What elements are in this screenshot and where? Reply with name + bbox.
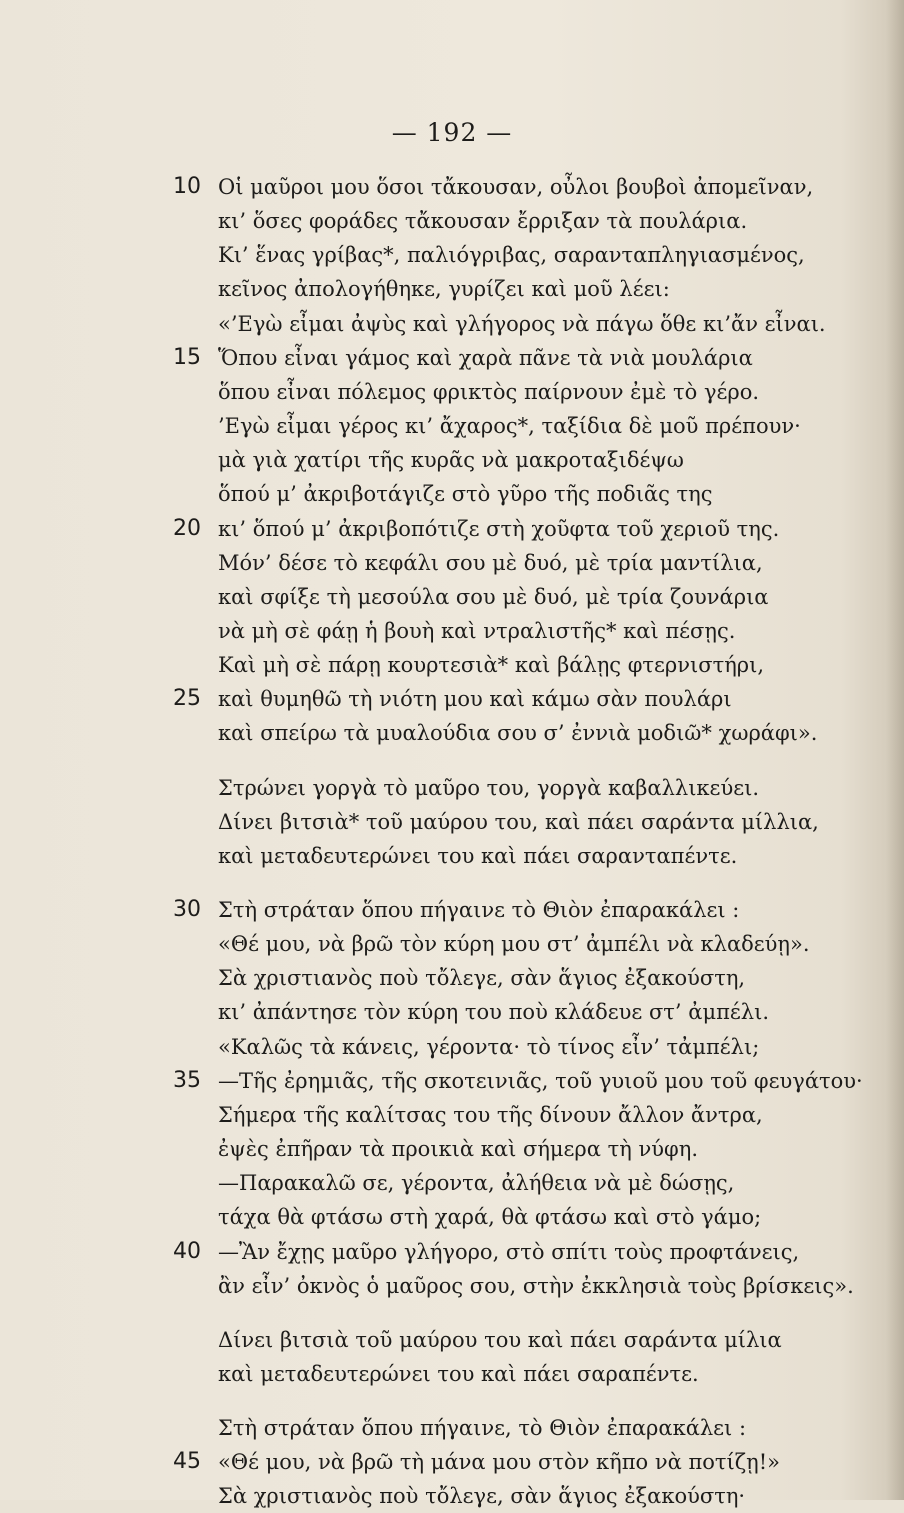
poem-line	[0, 409, 904, 443]
line-text: —Ἂν ἔχῃς μαῦρο γλήγορο, στὸ σπίτι τοὺς προφτάνεις,	[218, 1239, 800, 1264]
line-number: 15	[173, 344, 201, 370]
line-text: ἂν εἶν’ ὀκνὸς ὁ μαῦρος σου, στὴν ἐκκλησιὰ τοὺς βρίσκεις».	[218, 1273, 854, 1298]
poem-line	[0, 204, 904, 238]
poem-line	[0, 1479, 904, 1513]
poem-line	[0, 995, 904, 1029]
line-text: «Καλῶς τὰ κάνεις, γέροντα· τὸ τίνος εἶν’ τἀμπέλι;	[218, 1034, 760, 1059]
poem-line	[0, 477, 904, 511]
line-text: καὶ σπείρω τὰ μυαλούδια σου σ’ ἐννιὰ μοδιῶ* χωράφι».	[218, 721, 818, 746]
line-text: ἐψὲς ἐπῆραν τὰ προικιὰ καὶ σήμερα τὴ νύφη.	[218, 1137, 699, 1162]
line-text: ὅπου εἶναι πόλεμος φρικτὸς παίρνουν ἐμὲ τὸ γέρο.	[218, 379, 760, 404]
line-text: Κι’ ἕνας γρίβας*, παλιόγριβας, σαρανταπληγιασμένος,	[218, 243, 805, 268]
line-text: κι’ ἀπάντησε τὸν κύρη του ποὺ κλάδευε στ’ ἀμπέλι.	[218, 1000, 770, 1025]
line-text: κεῖνος ἀπολογήθηκε, γυρίζει καὶ μοῦ λέει:	[218, 277, 670, 302]
line-text: Στρώνει γοργὰ τὸ μαῦρο του, γοργὰ καβαλλικεύει.	[218, 775, 759, 800]
poem-line	[0, 1132, 904, 1166]
line-text: «Θέ μου, νὰ βρῶ τὸν κύρη μου στ’ ἀμπέλι νὰ κλαδεύῃ».	[218, 932, 810, 957]
poem-line	[0, 341, 904, 375]
line-text: νὰ μὴ σὲ φάῃ ἡ βουὴ καὶ ντραλιστῆς* καὶ πέσῃς.	[218, 618, 736, 643]
poem-line	[0, 1064, 904, 1098]
line-text: Οἱ μαῦροι μου ὅσοι τἄκουσαν, οὖλοι βουβοὶ ἀπομεῖναν,	[218, 175, 814, 199]
line-text: Δίνει βιτσιὰ* τοῦ μαύρου του, καὶ πάει σαράντα μίλλια,	[218, 809, 819, 834]
poem-line	[0, 1166, 904, 1200]
line-text: Σήμερα τῆς καλίτσας του τῆς δίνουν ἄλλον ἄντρα,	[218, 1102, 763, 1127]
line-text: καὶ θυμηθῶ τὴ νιότη μου καὶ κάμω σὰν πουλάρι	[218, 687, 732, 712]
poem-line	[0, 771, 904, 805]
poem-line	[0, 1411, 904, 1445]
poem-line	[0, 927, 904, 961]
poem-line	[0, 614, 904, 648]
line-text: κι’ ὅσες φοράδες τἄκουσαν ἔρριξαν τὰ πουλάρια.	[218, 209, 748, 234]
line-text: μὰ γιὰ χατίρι τῆς κυρᾶς νὰ μακροταξιδέψω	[218, 448, 684, 473]
poem-line	[0, 1098, 904, 1132]
line-number: 45	[173, 1449, 201, 1475]
poem-line	[0, 1323, 904, 1357]
line-text: «’Εγὼ εἶμαι ἀψὺς καὶ γλήγορος νὰ πάγω ὅθε κι’ἄν εἶναι.	[218, 311, 826, 336]
poem-line	[0, 238, 904, 272]
poem-line	[0, 307, 904, 341]
line-number: 20	[173, 515, 201, 541]
poem-line	[0, 272, 904, 306]
line-text: καὶ μεταδευτερώνει του καὶ πάει σαρανταπέντε.	[218, 843, 738, 868]
poem-line	[0, 1357, 904, 1391]
line-text: Σὰ χριστιανὸς ποὺ τὄλεγε, σὰν ἅγιος ἐξακούστη,	[218, 966, 746, 991]
line-number: 30	[173, 897, 201, 922]
poem-line	[0, 1030, 904, 1064]
line-text: Μόν’ δέσε τὸ κεφάλι σου μὲ δυό, μὲ τρία μαντίλια,	[218, 550, 763, 575]
line-text: Δίνει βιτσιὰ τοῦ μαύρου του καὶ πάει σαράντα μίλια	[218, 1327, 782, 1352]
poem-line	[0, 580, 904, 614]
poem-line	[0, 375, 904, 409]
line-text: «Θέ μου, νὰ βρῶ τὴ μάνα μου στὸν κῆπο νὰ ποτίζῃ!»	[218, 1450, 781, 1475]
poem-line	[0, 512, 904, 546]
line-text: καὶ σφίξε τὴ μεσούλα σου μὲ δυό, μὲ τρία ζουνάρια	[218, 584, 769, 609]
line-number: 40	[173, 1238, 201, 1264]
line-number: 25	[173, 686, 201, 712]
line-text: —Τῆς ἐρημιᾶς, τῆς σκοτεινιᾶς, τοῦ γυιοῦ μου τοῦ φευγάτου·	[218, 1068, 863, 1093]
poem-line	[0, 893, 904, 927]
line-text: Στὴ στράταν ὅπου πήγαινε τὸ Θιὸν ἐπαρακάλει :	[218, 898, 740, 922]
line-text: Σὰ χριστιανὸς ποὺ τὄλεγε, σὰν ἅγιος ἐξακούστη·	[218, 1484, 746, 1509]
poem-line	[0, 716, 904, 750]
line-text: Ὅπου εἶναι γάμος καὶ χαρὰ πᾶνε τὰ νιὰ μουλάρια	[218, 345, 753, 370]
poem-line	[0, 839, 904, 873]
line-number: 35	[173, 1067, 201, 1093]
line-text: —Παρακαλῶ σε, γέροντα, ἀλήθεια νὰ μὲ δώσῃς,	[218, 1171, 735, 1196]
poem-line	[0, 1269, 904, 1303]
line-text: Στὴ στράταν ὅπου πήγαινε, τὸ Θιὸν ἐπαρακάλει :	[218, 1416, 747, 1441]
poem-line	[0, 961, 904, 995]
poem-line	[0, 170, 904, 204]
poem-line	[0, 443, 904, 477]
poem-line	[0, 648, 904, 682]
poem-line	[0, 805, 904, 839]
poem-line	[0, 546, 904, 580]
line-text: Καὶ μὴ σὲ πάρῃ κουρτεσιὰ* καὶ βάλῃς φτερνιστήρι,	[218, 653, 765, 678]
line-text: τάχα θὰ φτάσω στὴ χαρά, θὰ φτάσω καὶ στὸ γάμο;	[218, 1205, 762, 1230]
line-text: κι’ ὅπού μ’ ἀκριβοπότιζε στὴ χοῦφτα τοῦ χεριοῦ της.	[218, 516, 780, 541]
poem-line	[0, 1445, 904, 1479]
line-text: ὅπού μ’ ἀκριβοτάγιζε στὸ γῦρο τῆς ποδιᾶς της	[218, 482, 713, 507]
line-number: 10	[173, 174, 201, 199]
poem-line	[0, 1200, 904, 1234]
page-number: — 192 —	[391, 118, 513, 147]
poem-line	[0, 682, 904, 716]
line-text: ’Εγὼ εἶμαι γέρος κι’ ἄχαρος*, ταξίδια δὲ μοῦ πρέπουν·	[218, 414, 801, 439]
line-text: καὶ μεταδευτερώνει του καὶ πάει σαραπέντε.	[218, 1361, 699, 1386]
poem-line	[0, 1235, 904, 1269]
